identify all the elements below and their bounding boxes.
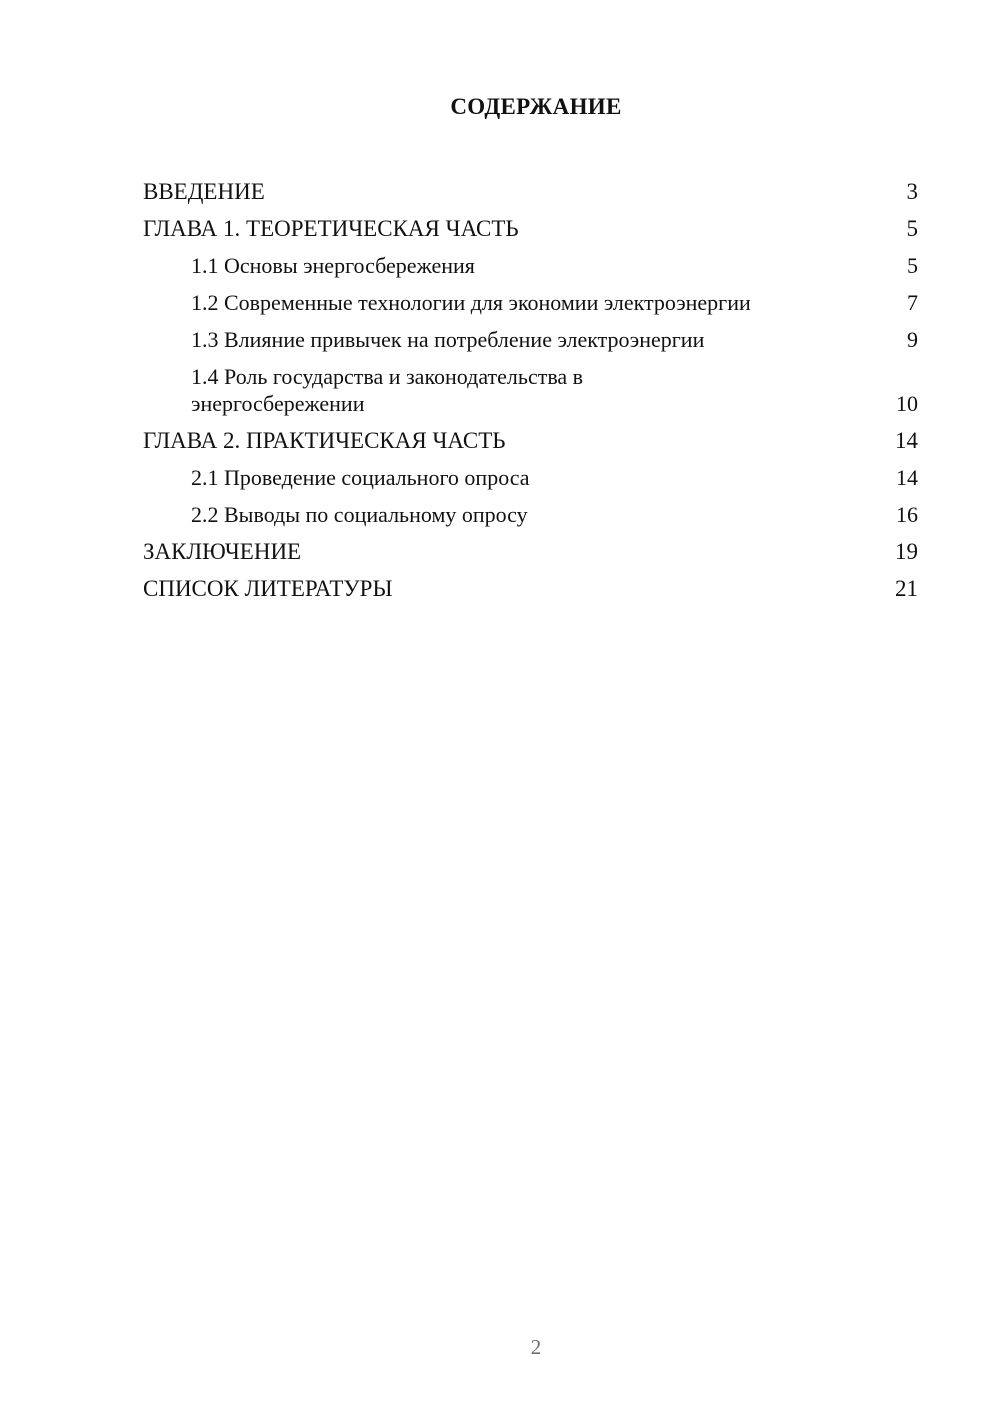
toc-entry-page: 5 xyxy=(907,253,918,278)
toc-entry-section-1-3[interactable] xyxy=(143,316,918,353)
toc-entry-section-1-2[interactable] xyxy=(143,279,918,316)
page-number: 2 xyxy=(530,1335,542,1359)
toc-entry-section-1-4[interactable] xyxy=(143,353,918,417)
toc-entry-introduction[interactable] xyxy=(143,168,918,205)
toc-entry-title: 1.1 Основы энергосбережения xyxy=(191,253,475,278)
toc-entry-page: 7 xyxy=(907,290,918,315)
toc-entry-page: 9 xyxy=(907,327,918,352)
toc-entry-section-2-1[interactable] xyxy=(143,454,918,491)
toc-entry-title: 1.2 Современные технологии для экономии электроэнергии xyxy=(191,290,751,315)
toc-entry-title: ЗАКЛЮЧЕНИЕ xyxy=(143,539,302,564)
page-title: СОДЕРЖАНИЕ xyxy=(450,94,622,119)
toc-entry-title: 1.3 Влияние привычек на потребление электроэнергии xyxy=(191,327,705,352)
toc-entry-page: 14 xyxy=(895,428,918,453)
toc-entry-chapter-1[interactable] xyxy=(143,205,918,242)
toc-entry-title: ГЛАВА 1. ТЕОРЕТИЧЕСКАЯ ЧАСТЬ xyxy=(143,216,519,241)
toc-entry-section-2-2[interactable] xyxy=(143,491,918,528)
toc-entry-title: ВВЕДЕНИЕ xyxy=(143,179,265,204)
toc-entry-chapter-2[interactable] xyxy=(143,417,918,454)
toc-entry-title: 2.1 Проведение социального опроса xyxy=(191,465,530,490)
toc-entry-title: 1.4 Роль государства и законодательства в энергосбережении xyxy=(191,364,584,416)
toc-entry-conclusion[interactable] xyxy=(143,528,918,565)
toc-entry-page: 3 xyxy=(906,179,918,204)
toc-entry-page: 14 xyxy=(896,465,918,490)
toc-entry-page: 10 xyxy=(896,391,918,416)
table-of-contents xyxy=(143,168,918,602)
toc-entry-section-1-1[interactable] xyxy=(143,242,918,279)
toc-entry-page: 19 xyxy=(895,539,918,564)
toc-entry-page: 21 xyxy=(895,576,918,601)
toc-entry-title: СПИСОК ЛИТЕРАТУРЫ xyxy=(143,576,393,601)
toc-entry-title: 2.2 Выводы по социальному опросу xyxy=(191,502,528,527)
toc-entry-page: 5 xyxy=(906,216,918,241)
toc-entry-references[interactable] xyxy=(143,565,918,602)
toc-entry-title: ГЛАВА 2. ПРАКТИЧЕСКАЯ ЧАСТЬ xyxy=(143,428,506,453)
toc-entry-page: 16 xyxy=(896,502,918,527)
